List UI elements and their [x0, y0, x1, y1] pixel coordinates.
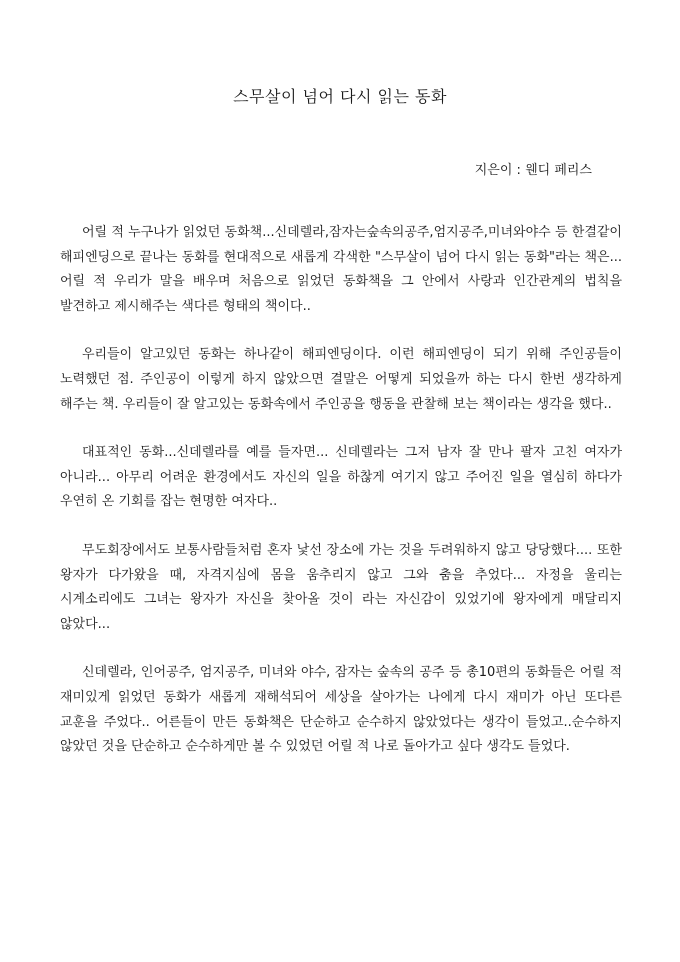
document-title: 스무살이 넘어 다시 읽는 동화 [233, 87, 447, 106]
document-body [60, 221, 622, 760]
paragraph-2: 우리들이 알고있던 동화는 하나같이 해피엔딩이다. 이런 해피엔딩이 되기 위해 주인공들이 노력했던 점. 주인공이 이렇게 하지 않았으면 결말은 어떻게 되었을까 하는 다시 한번 생각하게 해주는 책. 우리들이 잘 알고있는 동화속에서 주인공을 행동을 관찰해 보는 책이라는 생각을 했다.. [60, 347, 622, 412]
author-line: 지은이 : 웬디 페리스 [474, 163, 592, 178]
paragraph-3: 대표적인 동화...신데렐라를 예를 들자면... 신데렐라는 그저 남자 잘 만나 팔자 고친 여자가 아니라... 아무리 어려운 환경에서도 자신의 일을 하찮게 여기지 않고 주어진 일을 열심히 하다가 우연히 온 기회를 잡는 현명한 여자다.. [60, 445, 622, 510]
paragraph-1: 어릴 적 누구나가 읽었던 동화책...신데렐라,잠자는숲속의공주,엄지공주,미녀와야수 등 한결같이 해피엔딩으로 끝나는 동화를 현대적으로 새롭게 각색한 "스무살이 넘어 다시 읽는 동화"라는 책은... 어릴 적 우리가 말을 배우며 처음으로 읽었던 동화책을 그 안에서 사랑과 인간관계의 법칙을 발견하고 제시해주는 색다른 형태의 책이다.. [60, 225, 622, 314]
paragraph-4: 무도회장에서도 보통사람들처럼 혼자 낯선 장소에 가는 것을 두려워하지 않고 당당했다.... 또한 왕자가 다가왔을 때, 자격지심에 몸을 움추리지 않고 그와 춤을 추었다... 자정을 울리는 시계소리에도 그녀는 왕자가 자신을 찾아올 것이 라는 자신감이 있었기에 왕자에게 매달리지 않았다... [60, 542, 622, 632]
paragraph-5: 신데렐라, 인어공주, 엄지공주, 미녀와 야수, 잠자는 숲속의 공주 등 총10편의 동화들은 어릴 적 재미있게 읽었던 동화가 새롭게 재해석되어 세상을 살아가는 나에게 다시 재미가 아닌 또다른 교훈을 주었다.. 어른들이 만든 동화책은 단순하고 순수하지 않았었다는 생각이 들었고..순수하지 않았던 것을 단순하고 순수하게만 볼 수 있었던 어릴 적 나로 돌아가고 싶다 생각도 들었다. [60, 665, 622, 755]
